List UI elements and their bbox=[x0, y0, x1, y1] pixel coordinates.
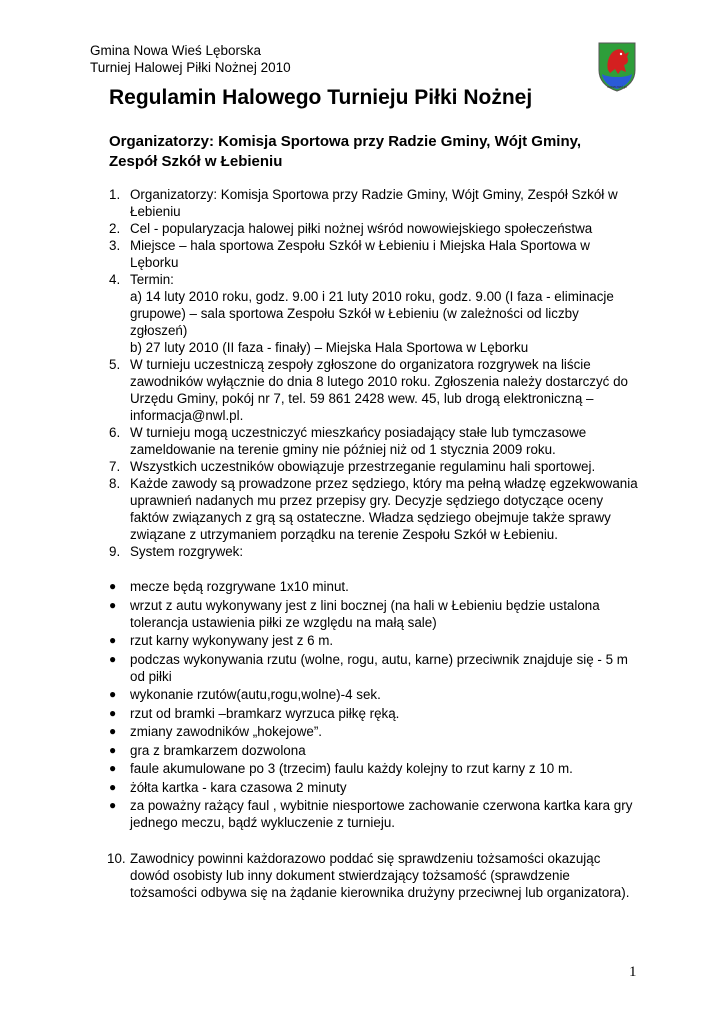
item-text: Cel - popularyzacja halowej piłki nożnej wśród nowowiejskiego społeczeństwa bbox=[130, 221, 593, 236]
bullet-item bbox=[109, 779, 639, 796]
item-text: Wszystkich uczestników obowiązuje przestrzeganie regulaminu hali sportowej. bbox=[130, 459, 596, 474]
header-line-tournament: Turniej Halowej Piłki Nożnej 2010 bbox=[90, 60, 291, 75]
item-text: Organizatorzy: Komisja Sportowa przy Radzie Gminy, Wójt Gminy, Zespół Szkół w Łebieniu bbox=[130, 187, 618, 219]
item-text: System rozgrywek: bbox=[130, 544, 244, 559]
bullet-icon: ● bbox=[109, 779, 117, 794]
bullet-icon: ● bbox=[109, 798, 117, 812]
bullet-text: faule akumulowane po 3 (trzecim) faulu każdy kolejny to rzut karny z 10 m. bbox=[130, 761, 573, 776]
list-item bbox=[109, 237, 639, 271]
bullet-icon: ● bbox=[109, 579, 117, 593]
bullet-item bbox=[109, 686, 639, 703]
regulations-body bbox=[109, 186, 639, 901]
bullet-text: wykonanie rzutów(autu,rogu,wolne)-4 sek. bbox=[130, 687, 381, 702]
list-item bbox=[109, 458, 639, 475]
bullet-text: mecze będą rozgrywane 1x10 minut. bbox=[130, 579, 349, 594]
item-number: 8. bbox=[109, 476, 121, 491]
bullet-item bbox=[109, 797, 639, 831]
list-item bbox=[109, 543, 639, 560]
header-line-municipality: Gmina Nowa Wieś Lęborska bbox=[90, 43, 262, 58]
bullet-text: żółta kartka - kara czasowa 2 minuty bbox=[130, 779, 347, 795]
bullet-icon: ● bbox=[109, 724, 117, 738]
bullet-icon: ● bbox=[109, 633, 117, 647]
bullet-text: wrzut z autu wykonywany jest z lini bocznej (na hali w Łebieniu będzie ustalona tolerancja ustawienia piłki ze względu na małą sale) bbox=[130, 597, 600, 630]
bullet-text: rzut od bramki –bramkarz wyrzuca piłkę ręką. bbox=[130, 705, 400, 721]
bullet-item bbox=[109, 742, 639, 759]
bullet-item bbox=[109, 632, 639, 649]
item-number: 2. bbox=[109, 221, 121, 236]
bullet-item bbox=[109, 651, 639, 685]
bullet-icon: ● bbox=[109, 705, 117, 720]
bullet-text: zmiany zawodników „hokejowe”. bbox=[130, 724, 323, 739]
item-number: 5. bbox=[109, 357, 121, 372]
item-number: 1. bbox=[109, 187, 121, 202]
game-rules-list bbox=[109, 578, 639, 831]
bullet-item bbox=[109, 578, 639, 595]
bullet-icon: ● bbox=[109, 651, 117, 666]
item-number: 6. bbox=[109, 425, 121, 440]
organizers-heading: Organizatorzy: Komisja Sportowa przy Radzie Gminy, Wójt Gminy, Zespół Szkół w Łebieniu bbox=[109, 133, 582, 170]
item-subpoint-b: b) 27 luty 2010 (II faza - finały) – Miejska Hala Sportowa w Lęborku bbox=[130, 340, 529, 355]
bullet-icon: ● bbox=[109, 761, 117, 775]
bullet-icon: ● bbox=[109, 687, 117, 701]
list-item bbox=[109, 186, 639, 220]
item-subpoint-a: a) 14 luty 2010 roku, godz. 9.00 i 21 luty 2010 roku, godz. 9.00 (I faza - eliminacje grupowe) – sala sportowa Zespołu Szkół w Łebieniu (w zależności od liczby zgłoszeń) bbox=[130, 289, 614, 338]
bullet-item bbox=[109, 705, 639, 722]
item-text: Miejsce – hala sportowa Zespołu Szkół w Łebieniu i Miejska Hala Sportowa w Lęborku bbox=[130, 238, 590, 270]
bullet-icon: ● bbox=[109, 597, 117, 612]
bullet-text: rzut karny wykonywany jest z 6 m. bbox=[130, 633, 334, 648]
item-number: 7. bbox=[109, 459, 121, 474]
bullet-text: za poważny rażący faul , wybitnie niesportowe zachowanie czerwona kartka kara gry jednego meczu, bądź wykluczenie z turnieju. bbox=[130, 798, 633, 830]
item-number: 4. bbox=[109, 272, 121, 287]
bullet-item bbox=[109, 723, 639, 740]
item-text: Termin: bbox=[130, 272, 174, 287]
page-number: 1 bbox=[629, 964, 637, 980]
crest-caption: www.nwl.pl bbox=[607, 84, 627, 89]
item-number: 10. bbox=[107, 851, 126, 866]
list-item bbox=[109, 424, 639, 458]
bullet-item bbox=[109, 760, 639, 777]
item-text: W turnieju mogą uczestniczyć mieszkańcy posiadający stałe lub tymczasowe zameldowanie na terenie gminy nie później niż od 1 stycznia 2009 roku. bbox=[130, 425, 587, 457]
list-item bbox=[109, 220, 639, 237]
list-item bbox=[109, 475, 639, 543]
bullet-icon: ● bbox=[109, 742, 117, 757]
item-text: Każde zawody są prowadzone przez sędziego, który ma pełną władzę egzekwowania uprawnień nadanych mu przez przepisy gry. Decyzje sędziego dotyczące oceny faktów związanych z grą są ostateczne. Władza sędziego obejmuje także sprawy związane z utrzymaniem porządku na terenie Zespołu Szkół w Łebieniu. bbox=[130, 476, 638, 542]
bullet-text: podczas wykonywania rzutu (wolne, rogu, autu, karne) przeciwnik znajduje się - 5 m od piłki bbox=[130, 651, 628, 684]
item-number: 9. bbox=[109, 544, 121, 559]
list-item bbox=[109, 356, 639, 424]
bullet-text: gra z bramkarzem dozwolona bbox=[130, 742, 306, 758]
item-text: Zawodnicy powinni każdorazowo poddać się sprawdzeniu tożsamości okazując dowód osobisty lub inny dokument stwierdzający tożsamość (sprawdzenie tożsamości odbywa się na żądanie kierownika drużyny przeciwnej lub organizatora). bbox=[130, 851, 630, 900]
bullet-item bbox=[109, 597, 639, 631]
list-item bbox=[109, 850, 639, 901]
document-title: Regulamin Halowego Turnieju Piłki Nożnej bbox=[109, 86, 533, 109]
item-text: W turnieju uczestniczą zespoły zgłoszone do organizatora rozgrywek na liście zawodników wyłącznie do dnia 8 lutego 2010 roku. Zgłoszenia należy dostarczyć do Urzędu Gminy, pokój nr 7, tel. 59 861 2428 wew. 45, lub drogą elektroniczną – informacja@nwl.pl. bbox=[130, 357, 628, 423]
document-header bbox=[90, 42, 291, 76]
list-item bbox=[109, 271, 639, 356]
item-number: 3. bbox=[109, 238, 121, 253]
